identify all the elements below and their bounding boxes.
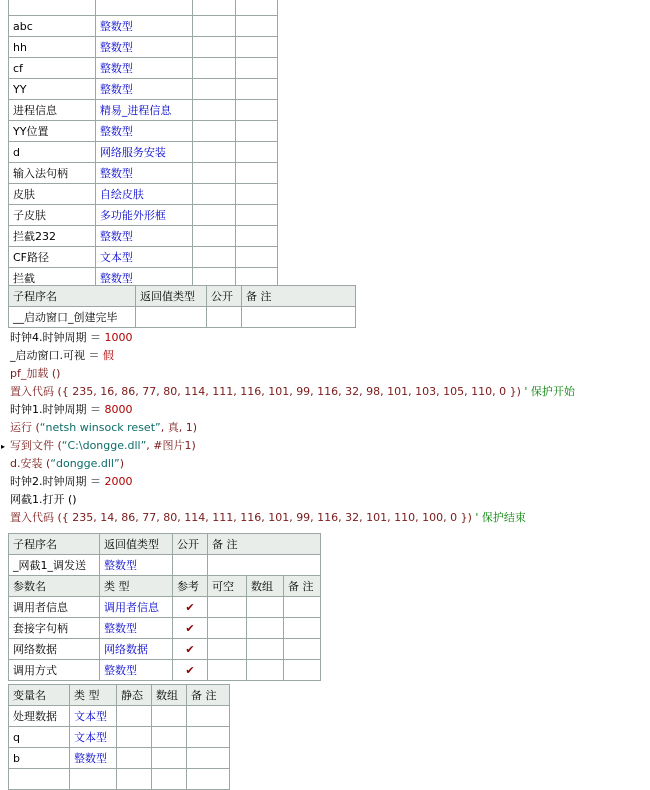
var-name[interactable]: YY	[9, 79, 96, 100]
reference-check-icon[interactable]: ✔	[173, 597, 208, 618]
current-line-marker-icon: ▸	[1, 442, 6, 451]
table-row	[9, 58, 278, 79]
header-var-type: 类 型	[70, 685, 117, 706]
var-type[interactable]: 整数型	[70, 748, 117, 769]
code-line[interactable]	[10, 509, 526, 527]
param-type[interactable]: 调用者信息	[100, 597, 173, 618]
code-text: 置入代码 ({ 235, 14, 86, 77, 80, 114, 111, 116, 101, 99, 116, 32, 101, 110, 100, 0 })	[10, 511, 476, 524]
code-line[interactable]	[10, 365, 60, 383]
param-name[interactable]: 网络数据	[9, 639, 100, 660]
param-row	[9, 660, 321, 681]
table-row	[9, 307, 356, 328]
reference-check-icon[interactable]: ✔	[173, 639, 208, 660]
var-name[interactable]	[9, 0, 96, 16]
table-row	[9, 769, 230, 790]
code-text: 网截1.打开 ()	[10, 493, 77, 506]
table-row	[9, 0, 278, 16]
table-row	[9, 226, 278, 247]
var-type[interactable]: 整数型	[95, 268, 192, 289]
var-type[interactable]: 自绘皮肤	[95, 184, 192, 205]
param-row	[9, 597, 321, 618]
code-text: 置入代码 ({ 235, 16, 86, 77, 80, 114, 111, 116, 101, 99, 116, 32, 98, 101, 103, 105, 110, 0 })	[10, 385, 525, 398]
var-type[interactable]: 文本型	[70, 706, 117, 727]
param-row	[9, 618, 321, 639]
remark-cell[interactable]	[242, 307, 356, 328]
code-text: 时钟4.时钟周期 ＝	[10, 331, 105, 344]
var-name[interactable]	[9, 769, 70, 790]
var-type[interactable]: 文本型	[95, 247, 192, 268]
var-type[interactable]: 文本型	[70, 727, 117, 748]
code-text: pf_加载 ()	[10, 367, 61, 380]
var-name[interactable]: YY位置	[9, 121, 96, 142]
header-remark: 备 注	[187, 685, 230, 706]
code-comment: ' 保护开始	[524, 385, 575, 398]
table-row	[9, 79, 278, 100]
var-name[interactable]: q	[9, 727, 70, 748]
param-header-row	[9, 576, 321, 597]
table-row	[9, 748, 230, 769]
code-string: “C:\dongge.dll”	[61, 439, 147, 452]
param-row	[9, 639, 321, 660]
param-name[interactable]: 调用者信息	[9, 597, 100, 618]
param-type[interactable]: 整数型	[100, 660, 173, 681]
code-number: 8000	[104, 403, 133, 416]
var-type[interactable]	[70, 769, 117, 790]
param-type[interactable]: 网络数据	[100, 639, 173, 660]
var-type[interactable]: 多功能外形框	[95, 205, 192, 226]
table-row	[9, 163, 278, 184]
var-name[interactable]: cf	[9, 58, 96, 79]
header-remark: 备 注	[242, 286, 356, 307]
table-row	[9, 121, 278, 142]
code-line[interactable]	[10, 401, 133, 419]
public-cell[interactable]	[173, 555, 208, 576]
var-type[interactable]: 网络服务安装	[95, 142, 192, 163]
var-name[interactable]: abc	[9, 16, 96, 37]
header-var-name: 变量名	[9, 685, 70, 706]
var-type[interactable]: 整数型	[95, 58, 192, 79]
header-array: 数组	[247, 576, 284, 597]
table-row	[9, 706, 230, 727]
table-row	[9, 555, 321, 576]
table-row	[9, 184, 278, 205]
header-param-type: 类 型	[100, 576, 173, 597]
return-type-cell[interactable]	[136, 307, 207, 328]
code-text: d.安装 (	[10, 457, 51, 470]
return-type[interactable]: 整数型	[100, 555, 173, 576]
subprogram-name[interactable]: __启动窗口_创建完毕	[9, 307, 136, 328]
code-line[interactable]	[10, 347, 114, 365]
param-name[interactable]: 调用方式	[9, 660, 100, 681]
table-row	[9, 205, 278, 226]
code-line[interactable]	[10, 473, 133, 491]
var-name[interactable]: 输入法句柄	[9, 163, 96, 184]
table-row	[9, 16, 278, 37]
subprogram-table-1	[8, 285, 356, 328]
table-row	[9, 727, 230, 748]
code-line[interactable]	[10, 437, 196, 455]
var-name[interactable]: 拦截	[9, 268, 96, 289]
code-line[interactable]	[10, 491, 77, 509]
header-public: 公开	[173, 534, 208, 555]
code-string: “dongge.dll”	[50, 457, 120, 470]
var-type[interactable]: 整数型	[95, 37, 192, 58]
subprogram-name[interactable]: _网截1_调发送	[9, 555, 100, 576]
table-row	[9, 37, 278, 58]
header-subprogram-name: 子程序名	[9, 286, 136, 307]
var-type[interactable]: 整数型	[95, 163, 192, 184]
code-line[interactable]	[10, 329, 133, 347]
header-param-remark: 备 注	[284, 576, 321, 597]
var-name[interactable]: b	[9, 748, 70, 769]
local-var-table-1	[8, 0, 278, 289]
code-text: 写到文件 (	[10, 439, 62, 452]
remark-cell[interactable]	[208, 555, 321, 576]
reference-check-icon[interactable]: ✔	[173, 660, 208, 681]
code-text: )	[119, 457, 124, 470]
code-text: 时钟2.时钟周期 ＝	[10, 475, 105, 488]
code-number: 1000	[104, 331, 133, 344]
header-public: 公开	[207, 286, 242, 307]
table-header-row	[9, 685, 230, 706]
header-array: 数组	[152, 685, 187, 706]
var-name[interactable]: 进程信息	[9, 100, 96, 121]
var-name[interactable]: hh	[9, 37, 96, 58]
table-row	[9, 100, 278, 121]
table-row	[9, 247, 278, 268]
header-subprogram-name: 子程序名	[9, 534, 100, 555]
table-row	[9, 142, 278, 163]
code-text: , 真, 1)	[160, 421, 197, 434]
header-remark: 备 注	[208, 534, 321, 555]
var-name[interactable]: CF路径	[9, 247, 96, 268]
header-static: 静态	[117, 685, 152, 706]
var-type[interactable]: 精易_进程信息	[95, 100, 192, 121]
code-value: 假	[103, 349, 114, 362]
reference-check-icon[interactable]: ✔	[173, 618, 208, 639]
var-type[interactable]: 整数型	[95, 79, 192, 100]
code-text: 时钟1.时钟周期 ＝	[10, 403, 105, 416]
header-nullable: 可空	[208, 576, 247, 597]
code-text: 运行 (	[10, 421, 40, 434]
code-comment: ' 保护结束	[475, 511, 526, 524]
code-string: “netsh winsock reset”	[39, 421, 161, 434]
table-header-row	[9, 286, 356, 307]
table-header-row	[9, 534, 321, 555]
param-type[interactable]: 整数型	[100, 618, 173, 639]
var-name[interactable]: 拦截232	[9, 226, 96, 247]
var-name[interactable]: d	[9, 142, 96, 163]
var-name[interactable]: 皮肤	[9, 184, 96, 205]
code-line[interactable]	[10, 455, 124, 473]
header-param-name: 参数名	[9, 576, 100, 597]
param-name[interactable]: 套接字句柄	[9, 618, 100, 639]
header-reference: 参考	[173, 576, 208, 597]
code-number: 2000	[104, 475, 133, 488]
var-type[interactable]: 整数型	[95, 121, 192, 142]
var-type[interactable]	[95, 0, 192, 16]
code-text: _启动窗口.可视 ＝	[10, 349, 103, 362]
var-name[interactable]: 处理数据	[9, 706, 70, 727]
subprogram-table-2	[8, 533, 321, 681]
header-return-type: 返回值类型	[136, 286, 207, 307]
code-text: , #图片1)	[146, 439, 196, 452]
code-line[interactable]	[10, 419, 197, 437]
var-name[interactable]: 子皮肤	[9, 205, 96, 226]
var-type[interactable]: 整数型	[95, 16, 192, 37]
code-line[interactable]	[10, 383, 575, 401]
var-type[interactable]: 整数型	[95, 226, 192, 247]
local-var-table-2	[8, 684, 230, 790]
header-return-type: 返回值类型	[100, 534, 173, 555]
public-cell[interactable]	[207, 307, 242, 328]
